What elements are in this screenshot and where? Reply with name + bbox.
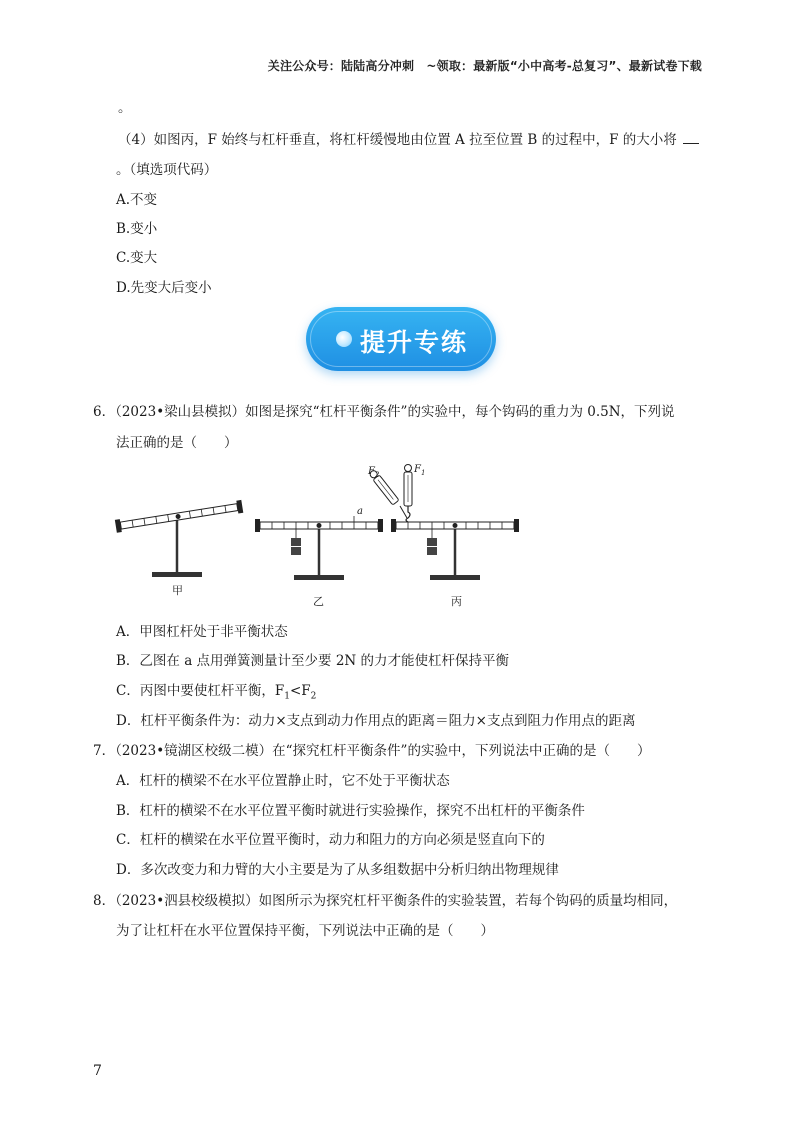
label-f1: $F_1$ — [414, 464, 426, 477]
section-banner — [306, 307, 496, 371]
label-f2: $F_2$ — [368, 466, 380, 479]
q7-option-d: D．多次改变力和力臂的大小主要是为了从多组数据中分析归纳出物理规律 — [116, 862, 559, 878]
q6-option-b: B．乙图在 a 点用弹簧测量计至少要 2N 的力才能使杠杆保持平衡 — [116, 653, 510, 669]
lever-jia — [115, 500, 243, 577]
lever-yi — [255, 516, 383, 580]
q4-option-b: B.变小 — [116, 221, 158, 237]
top-fragment: 。 — [118, 100, 132, 116]
q8-stem-line1: 8．（2023•泗县校级模拟）如图所示为探究杠杆平衡条件的实验装置，若每个钩码的质量均相同， — [93, 893, 678, 909]
q4-option-a: A.不变 — [116, 192, 158, 208]
q6-stem-line1: 6．（2023•梁山县模拟）如图是探究“杠杆平衡条件”的实验中，每个钩码的重力为 0.5N，下列说 — [93, 404, 675, 420]
banner-title: 提升专练 — [360, 328, 469, 357]
q6-option-d: D．杠杆平衡条件为：动力×支点到动力作用点的距离＝阻力×支点到阻力作用点的距离 — [116, 713, 636, 729]
label-point-a: a — [357, 506, 363, 517]
label-yi: 乙 — [313, 595, 324, 608]
q7-option-a: A．杠杆的横梁不在水平位置静止时，它不处于平衡状态 — [116, 773, 450, 789]
q4-option-d: D.先变大后变小 — [116, 280, 212, 296]
q7-option-b: B．杠杆的横梁不在水平位置平衡时就进行实验操作，探究不出杠杆的平衡条件 — [116, 803, 585, 819]
q4-option-c: C.变大 — [116, 250, 158, 266]
q4-stem-text: （4）如图丙，F 始终与杠杆垂直，将杠杆缓慢地由位置 A 拉至位置 B 的过程中，F 的大小将 — [118, 132, 677, 148]
q6-option-c: C．丙图中要使杠杆平衡，$F_1<F_2$ — [116, 683, 317, 702]
lever-figure — [110, 460, 530, 610]
label-bing: 丙 — [451, 595, 462, 608]
q7-option-c: C．杠杆的横梁在水平位置平衡时，动力和阻力的方向必须是竖直向下的 — [116, 832, 545, 848]
lever-bing — [368, 465, 519, 581]
q6-option-a: A．甲图杠杆处于非平衡状态 — [116, 624, 288, 640]
q6-stem-line2: 法正确的是（ ） — [116, 435, 238, 451]
q7-stem: 7．（2023•镜湖区校级二模）在“探究杠杆平衡条件”的实验中，下列说法中正确的是（ ） — [93, 743, 651, 759]
bubble-icon — [336, 331, 352, 347]
page-number: 7 — [93, 1063, 102, 1079]
label-jia: 甲 — [172, 584, 183, 597]
page-header: 关注公众号：陆陆高分冲刺 ~领取：最新版“小中高考-总复习”、最新试卷下载 — [267, 59, 702, 73]
q8-stem-line2: 为了让杠杆在水平位置保持平衡，下列说法中正确的是（ ） — [116, 923, 494, 939]
q4-answer-blank — [683, 131, 699, 144]
q4-stem-line2: 。（填选项代码） — [116, 162, 218, 178]
q4-stem-line1 — [118, 130, 699, 150]
